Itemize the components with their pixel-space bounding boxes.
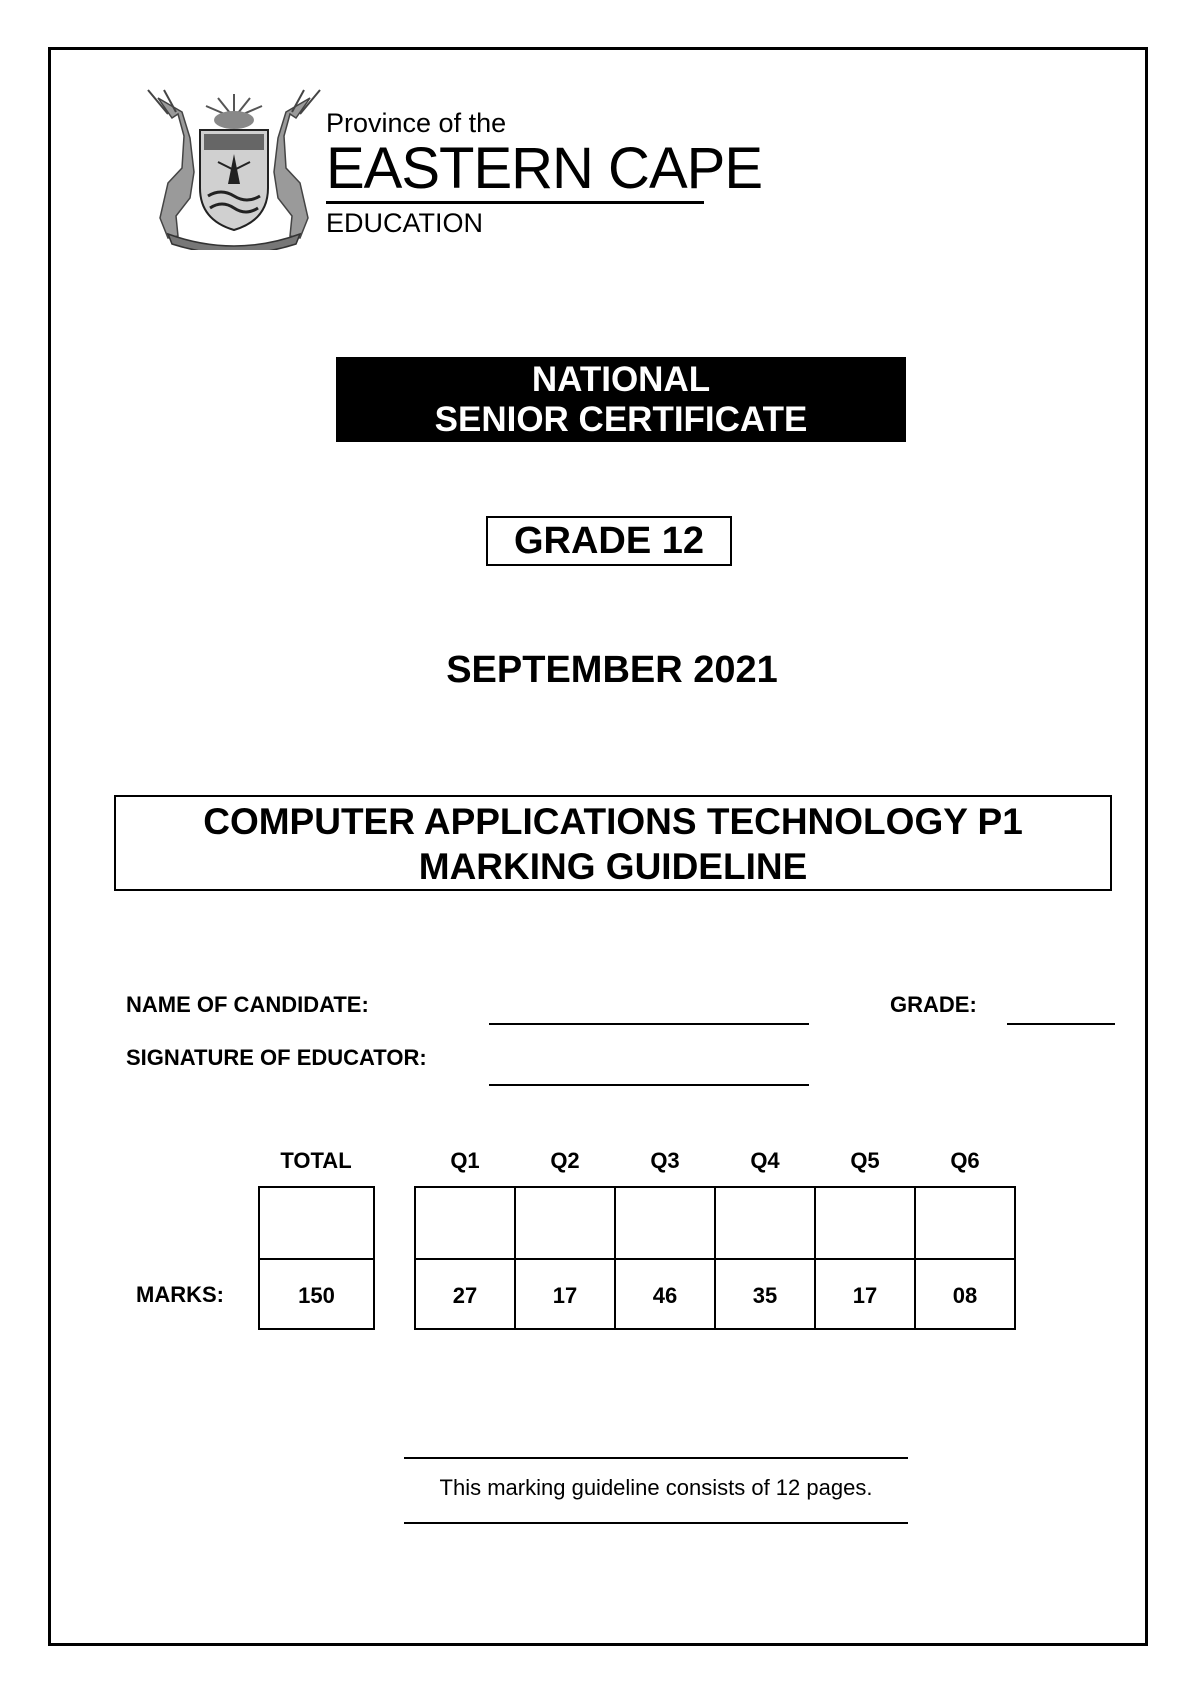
q4-max-cell: 35 [714,1258,816,1330]
grade-box: GRADE 12 [486,516,732,566]
q5-max-cell: 17 [814,1258,916,1330]
name-of-candidate-field[interactable] [489,1023,809,1025]
q4-score-cell[interactable] [714,1186,816,1260]
total-column-header: TOTAL [280,1148,352,1173]
logo-underline [326,201,704,204]
logo-education-text: EDUCATION [326,208,484,238]
q2-max-cell: 17 [514,1258,616,1330]
page-count-note: This marking guideline consists of 12 pages. [439,1475,873,1500]
subject-title: COMPUTER APPLICATIONS TECHNOLOGY P1 [203,801,1023,842]
footer-bottom-rule [404,1522,908,1524]
subject-title-box [114,795,1112,891]
total-score-cell[interactable] [258,1186,375,1260]
logo-eastern-cape-text: EASTERN CAPE [326,136,762,201]
nsc-line-national: NATIONAL [531,360,711,399]
q6-column-header: Q6 [950,1148,980,1173]
name-of-candidate-label: NAME OF CANDIDATE: [126,992,369,1017]
q1-column-header: Q1 [450,1148,480,1173]
signature-of-educator-label: SIGNATURE OF EDUCATOR: [126,1045,427,1070]
q5-score-cell[interactable] [814,1186,916,1260]
q3-score-cell[interactable] [614,1186,716,1260]
logo-wordmark [326,108,762,238]
q3-max-cell: 46 [614,1258,716,1330]
q6-score-cell[interactable] [914,1186,1016,1260]
nsc-banner [336,357,906,442]
q2-score-cell[interactable] [514,1186,616,1260]
nsc-line-senior-certificate: SENIOR CERTIFICATE [434,400,808,439]
signature-of-educator-field[interactable] [489,1084,809,1086]
coat-of-arms-logo [138,88,330,250]
q2-column-header: Q2 [550,1148,580,1173]
footer-top-rule [404,1457,908,1459]
exam-date-text: SEPTEMBER 2021 [446,649,778,691]
grade-label: GRADE: [890,992,977,1017]
q6-max-cell: 08 [914,1258,1016,1330]
q3-column-header: Q3 [650,1148,680,1173]
q5-column-header: Q5 [850,1148,880,1173]
exam-date [0,648,1200,692]
marks-row-label: MARKS: [136,1282,224,1307]
subject-subtitle: MARKING GUIDELINE [418,846,808,887]
logo-province-text: Province of the [326,108,507,138]
q1-max-cell: 27 [414,1258,516,1330]
q1-score-cell[interactable] [414,1186,516,1260]
total-max-cell: 150 [258,1258,375,1330]
grade-field[interactable] [1007,1023,1115,1025]
q4-column-header: Q4 [750,1148,780,1173]
